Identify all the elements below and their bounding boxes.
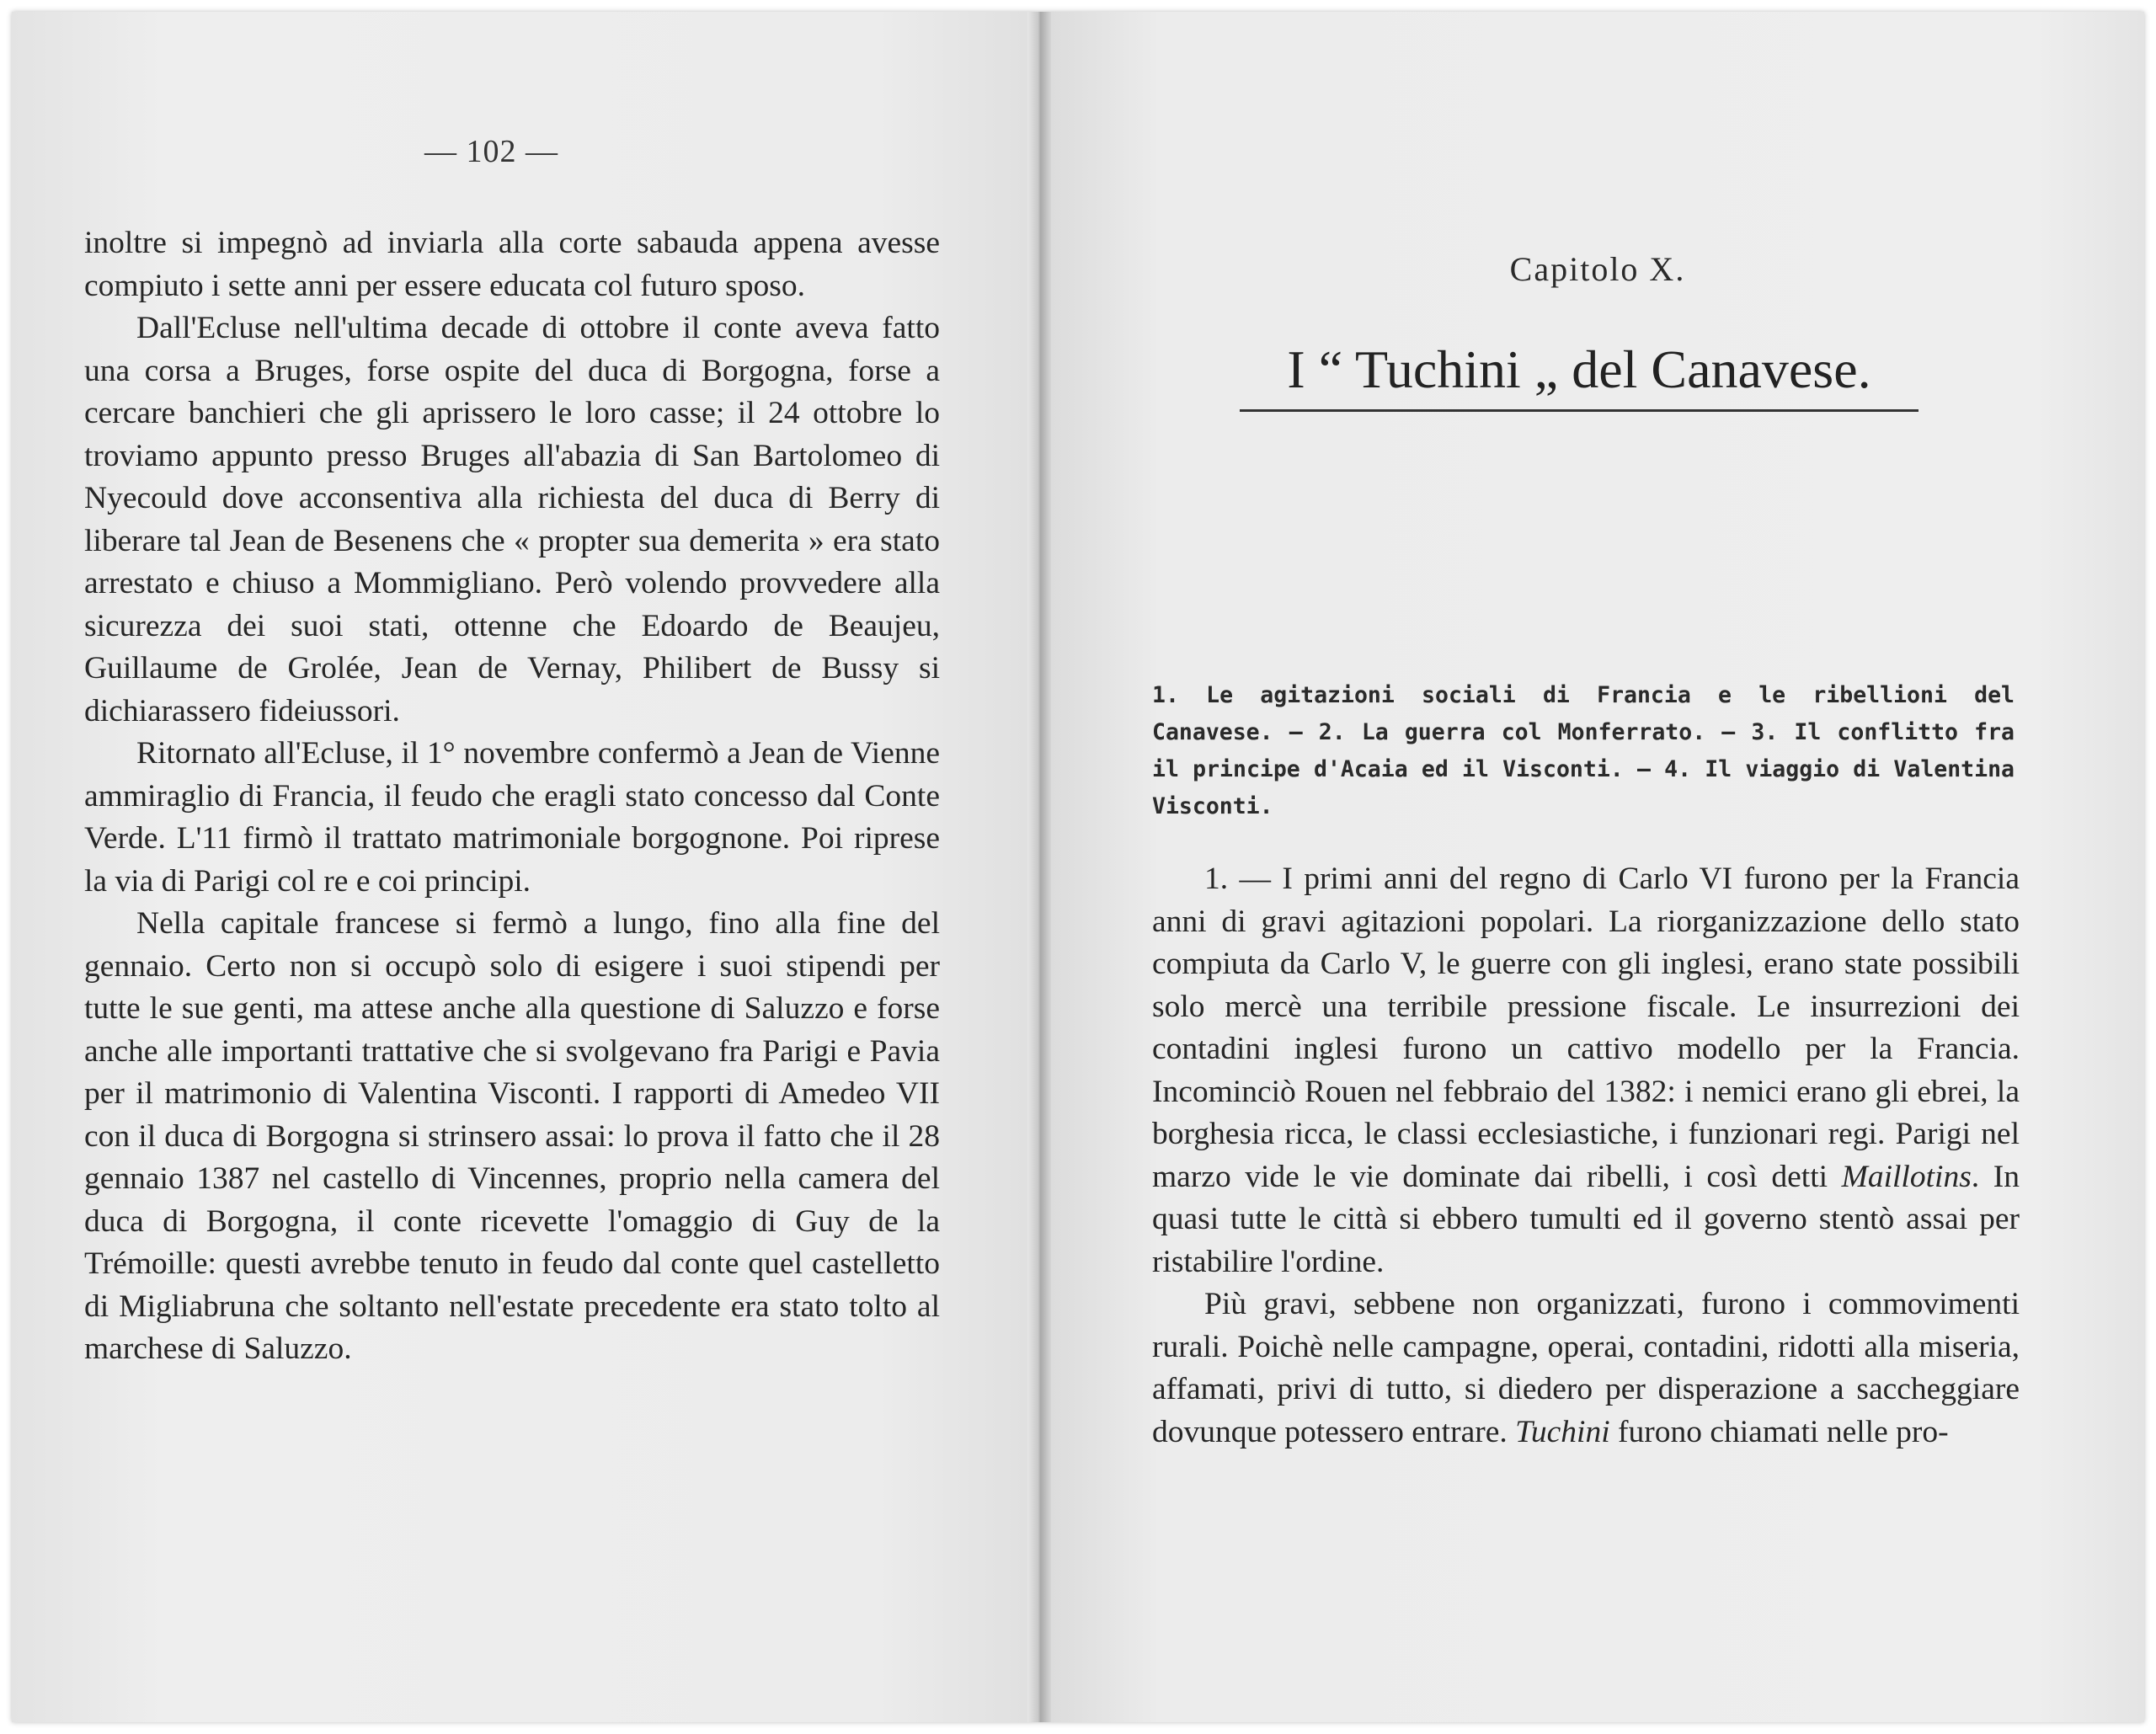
book-spread <box>12 12 2144 1722</box>
paragraph: Ritornato all'Ecluse, il 1° novembre confermò a Jean de Vienne ammiraglio di Francia, il feudo che eragli stato concesso dal Conte Verde. L'11 firmò il trattato matrimoniale borgognone. Poi riprese la via di Parigi col re e coi principi. <box>84 736 940 899</box>
left-body-text <box>84 222 940 1371</box>
left-page <box>12 12 1027 1722</box>
paragraph-text: 1. — I primi anni del regno di Carlo VI furono per la Francia anni di gravi agitazioni popolari. La riorganizzazione dello stato compiuta da Carlo V, le guerre con gli inglesi, erano state possibili solo mercè una terribile pressione fiscale. Le insurrezioni dei contadini inglesi furono un cattivo modello per la Francia. Incominciò Rouen nel febbraio del 1382: i nemici erano gli ebrei, la borghesia ricca, le classi ecclesiastiche, i funzionari regi. Parigi nel marzo vide le vie dominate dai ribelli, i così detti <box>1152 862 2020 1194</box>
paragraph <box>1152 858 2020 1283</box>
paragraph <box>1152 1283 2020 1454</box>
paragraph: Nella capitale francese si fermò a lungo, fino alla fine del gennaio. Certo non si occupò solo di esigere i suoi stipendi per tutte le sue genti, ma attese anche alla questione di Saluzzo e forse anche alle importanti trattative che si svolgevano fra Parigi e Pavia per il matrimonio di Valentina Visconti. I rapporti di Amedeo VII con il duca di Borgogna si strinsero assai: lo prova il fatto che il 28 gennaio 1387 nel castello di Vincennes, proprio nella camera del duca di Borgogna, il conte ricevette l'omaggio di Guy de la Trémoille: questi avrebbe tenuto in feudo dal conte quel castelletto di Migliabruna che soltanto nell'estate precedente era stato tolto al marchese di Saluzzo. <box>84 906 940 1366</box>
paragraph-text: Più gravi, sebbene non organizzati, furono i commovimenti rurali. Poichè nelle campagne, operai, contadini, ridotti alla miseria, affamati, privi di tutto, si diedero per disperazione a saccheggiare dovunque potessero entrare. <box>1152 1287 2020 1449</box>
paragraph-text: . In quasi tutte le città si ebbero tumulti ed il governo stentò assai per ristabilire l'ordine. <box>1152 1159 2020 1279</box>
italic-term: Tuchini <box>1515 1414 1610 1449</box>
chapter-label: Capitolo X. <box>1509 250 1686 288</box>
paragraph-text: furono chiamati nelle pro- <box>1609 1414 1949 1449</box>
right-page <box>1051 12 2144 1722</box>
paragraph: Dall'Ecluse nell'ultima decade di ottobre il conte aveva fatto una corsa a Bruges, forse ospite del duca di Borgogna, forse a cercare banchieri che gli aprissero le loro casse; il 24 ottobre lo troviamo appunto presso Bruges all'abazia di San Bartolomeo di Nyecould dove acconsentiva alla richiesta del duca di Berry di liberare tal Jean de Besenens che « propter sua demerita » era stato arrestato e chiuso a Mommigliano. Però volendo provvedere alla sicurezza dei suoi stati, ottenne che Edoardo de Beaujeu, Guillaume de Grolée, Jean de Vernay, Philibert de Bussy si dichiarassero fideiussori. <box>84 311 940 728</box>
paragraph: inoltre si impegnò ad inviarla alla corte sabauda appena avesse compiuto i sette anni per essere educata col futuro sposo. <box>84 226 940 303</box>
italic-term: Maillotins <box>1841 1159 1972 1194</box>
right-body-text <box>1152 858 2020 1454</box>
chapter-title: I “ Tuchini „ del Canavese. <box>1240 339 1919 412</box>
chapter-summary: 1. Le agitazioni sociali di Francia e le ribellioni del Canavese. — 2. La guerra col Monferrato. — 3. Il conflitto fra il principe d'Acaia ed il Visconti. — 4. Il viaggio di Valentina Visconti. <box>1152 682 2015 819</box>
book-gutter <box>1027 12 1051 1722</box>
page-number: — 102 — <box>424 134 558 169</box>
